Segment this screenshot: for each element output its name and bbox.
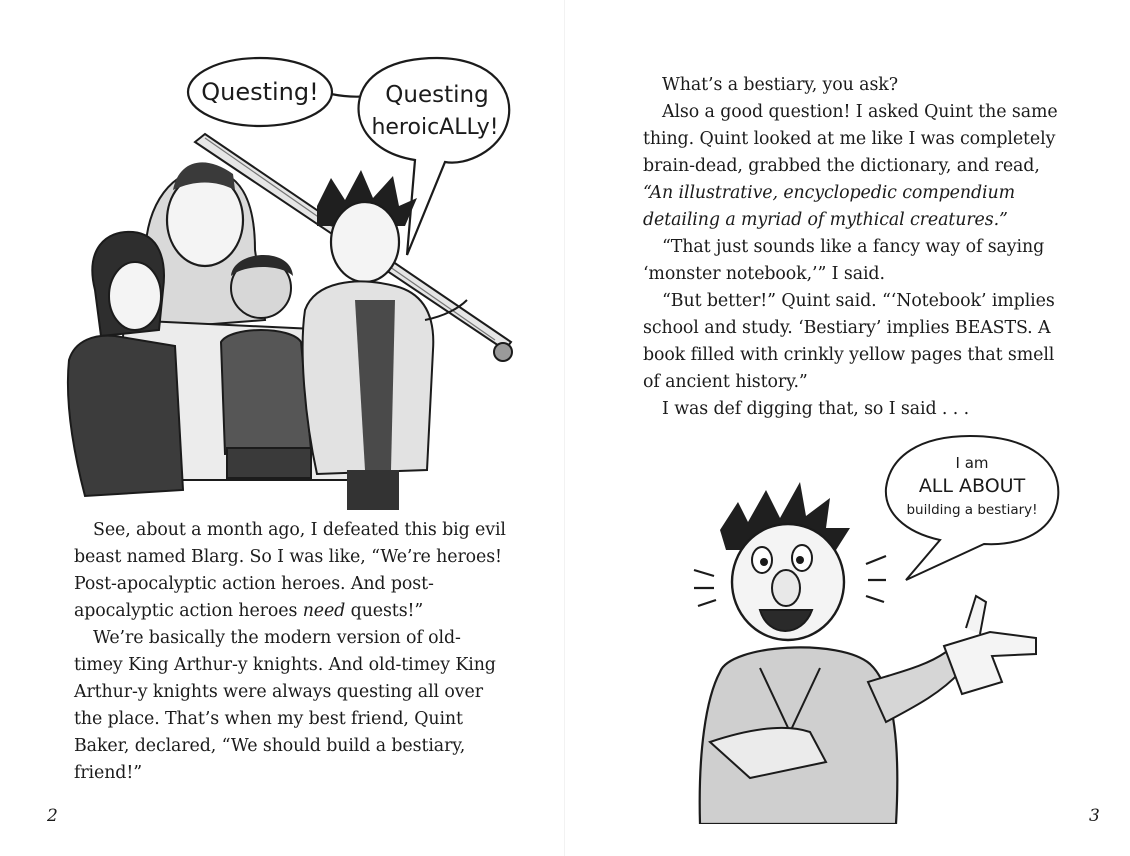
text-line: thing. Quint looked at me like I was completely — [643, 129, 1056, 149]
text-line: “That just sounds like a fancy way of saying — [662, 237, 1045, 257]
text-line: friend!” — [74, 763, 143, 783]
text-line-italic: detailing a myriad of mythical creatures.” — [643, 210, 1008, 230]
text-line: See, about a month ago, I defeated this big evil — [93, 520, 506, 540]
bubble-line-3: building a bestiary! — [906, 502, 1038, 518]
speech-bubble-questing-text: Questing! — [201, 78, 319, 106]
page-number: 2 — [47, 806, 58, 826]
text-line: “But better!” Quint said. “‘Notebook’ implies — [662, 291, 1055, 311]
emphasis-text: need — [302, 601, 346, 621]
left-page-body — [74, 517, 506, 787]
character-hero — [303, 170, 467, 510]
text-line: I was def digging that, so I said . . . — [662, 399, 970, 419]
page-number: 3 — [1089, 806, 1100, 826]
text-line-italic: “An illustrative, encyclopedic compendium — [643, 183, 1015, 203]
bubble-line-2: ALL ABOUT — [918, 475, 1026, 497]
text-line: What’s a bestiary, you ask? — [662, 75, 898, 95]
face-drawing — [732, 524, 844, 640]
text-fragment: quests!” — [345, 601, 424, 621]
text-line: school and study. ‘Bestiary’ implies BEASTS. A — [643, 318, 1051, 338]
text-line: of ancient history.” — [643, 372, 808, 392]
character-small-boy — [221, 255, 311, 478]
text-line: brain-dead, grabbed the dictionary, and read, — [643, 156, 1040, 176]
pointing-boy-illustration — [690, 432, 1110, 824]
speech-bubble-questing — [188, 58, 332, 126]
text-line: ‘monster notebook,’” I said. — [643, 264, 885, 284]
text-line: We’re basically the modern version of old- — [93, 628, 461, 648]
text-line: beast named Blarg. So I was like, “We’re heroes! — [74, 547, 502, 567]
text-line-mixed — [74, 598, 494, 625]
group-illustration — [55, 50, 525, 510]
speech-bubble-heroically-line1: Questing — [385, 82, 489, 108]
text-fragment: apocalyptic action heroes — [74, 601, 303, 621]
speech-bubble-heroically-line2: heroicALLy! — [371, 115, 499, 140]
text-line: the place. That’s when my best friend, Quint — [74, 709, 463, 729]
right-page-body — [643, 72, 1063, 423]
bubble-line-1: I am — [955, 454, 989, 472]
text-line: book filled with crinkly yellow pages that smell — [643, 345, 1055, 365]
text-line: Arthur-y knights were always questing all over — [74, 682, 483, 702]
pointing-hand-drawing — [868, 596, 1036, 722]
text-line: Baker, declared, “We should build a bestiary, — [74, 736, 466, 756]
text-line: Post-apocalyptic action heroes. And post- — [74, 574, 434, 594]
right-page — [565, 0, 1130, 856]
text-line: timey King Arthur-y knights. And old-timey King — [74, 655, 496, 675]
text-line: Also a good question! I asked Quint the same — [662, 102, 1058, 122]
body-drawing — [700, 647, 898, 824]
speech-bubble-all-about — [886, 436, 1058, 580]
